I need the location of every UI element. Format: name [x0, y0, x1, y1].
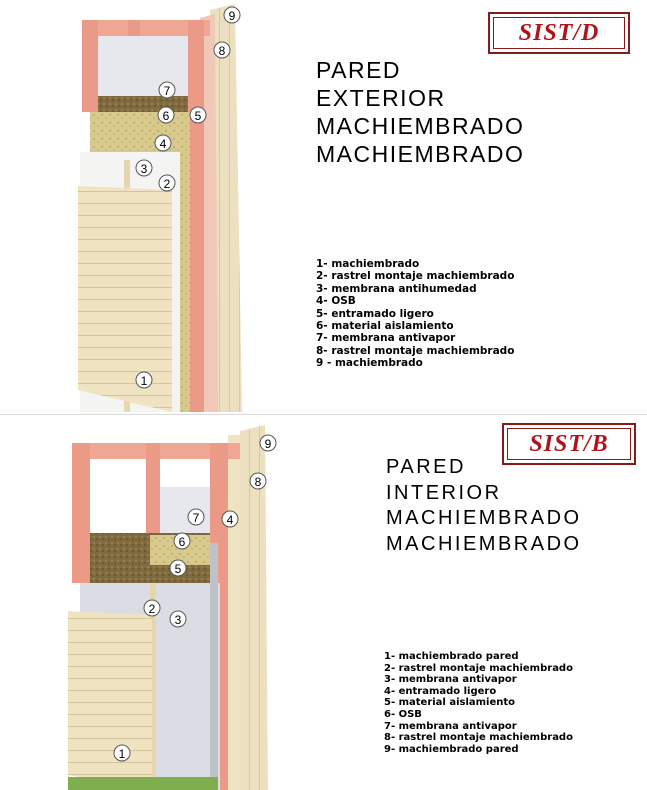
svg-text:2: 2: [163, 177, 171, 191]
callout-7: [188, 509, 204, 525]
svg-text:5: 5: [174, 562, 182, 576]
svg-text:9: 9: [228, 9, 236, 23]
svg-text:7: 7: [192, 511, 200, 525]
svg-text:1: 1: [118, 747, 126, 761]
legend-item: 8- rastrel montaje machiembrado: [316, 344, 515, 357]
svg-text:9: 9: [264, 437, 272, 451]
legend-item: 8- rastrel montaje machiembrado: [384, 732, 573, 744]
legend-item: 1- machiembrado: [316, 258, 420, 270]
callout-6: [174, 533, 190, 549]
svg-text:5: 5: [194, 109, 202, 123]
legend-item: 3- membrana antivapor: [384, 674, 517, 686]
legend-item: 4- entramado ligero: [384, 685, 497, 697]
panel-title: PARED EXTERIOR MACHIEMBRADO MACHIEMBRADO: [316, 57, 525, 167]
callout-3: [136, 160, 152, 176]
svg-text:1: 1: [140, 374, 148, 388]
callout-1: [114, 745, 130, 761]
legend-item: 6- OSB: [384, 708, 422, 720]
layer-1-cladding: [78, 186, 172, 412]
svg-text:2: 2: [148, 602, 156, 616]
panel-title: PARED INTERIOR MACHIEMBRADO MACHIEMBRADO: [386, 456, 582, 555]
brand-logo: SIST/D: [488, 12, 630, 54]
layer-8-batten: [228, 435, 240, 790]
service-duct: [210, 543, 218, 790]
callout-5: [170, 560, 186, 576]
layer-legend: [384, 651, 573, 755]
callout-9: [224, 7, 240, 23]
callout-4: [155, 135, 171, 151]
callout-4: [222, 511, 238, 527]
legend-item: 5- entramado ligero: [316, 307, 434, 320]
legend-item: 7- membrana antivapor: [384, 720, 517, 732]
svg-text:6: 6: [162, 109, 170, 123]
callout-2: [144, 600, 160, 616]
svg-text:3: 3: [140, 162, 148, 176]
legend-item: 6- material aislamiento: [316, 320, 454, 333]
legend-item: 3- membrana antihumedad: [316, 282, 477, 295]
layer-1-cladding: [68, 611, 152, 790]
svg-text:4: 4: [226, 513, 234, 527]
layer-4-frame-left: [72, 443, 90, 583]
legend-item: 2- rastrel montaje machiembrado: [384, 662, 573, 674]
layer-5-frame-right: [188, 20, 204, 412]
callout-1: [136, 372, 152, 388]
callout-7: [159, 82, 175, 98]
callout-8: [250, 473, 266, 489]
callout-3: [170, 611, 186, 627]
svg-text:3: 3: [174, 613, 182, 627]
svg-text:6: 6: [178, 535, 186, 549]
svg-text:7: 7: [163, 84, 171, 98]
legend-item: 9- machiembrado pared: [384, 743, 519, 755]
legend-item: 5- material aislamiento: [384, 697, 516, 709]
wall-panel-interior: [0, 414, 647, 790]
svg-text:8: 8: [218, 44, 226, 58]
legend-item: 1- machiembrado pared: [384, 651, 519, 662]
interior-wall-layers-illustration: [50, 415, 350, 790]
callout-5: [190, 107, 206, 123]
legend-item: 9 - machiembrado: [316, 357, 423, 370]
callout-8: [214, 42, 230, 58]
callout-6: [158, 107, 174, 123]
svg-text:8: 8: [254, 475, 262, 489]
callout-2: [159, 175, 175, 191]
exterior-wall-layers-illustration: [60, 0, 360, 412]
floor-strip: [68, 777, 218, 790]
legend-item: 4- OSB: [316, 295, 356, 308]
callout-9: [260, 435, 276, 451]
svg-text:4: 4: [159, 137, 167, 151]
legend-item: 2- rastrel montaje machiembrado: [316, 270, 515, 283]
legend-item: 7- membrana antivapor: [316, 332, 456, 345]
layer-legend: [316, 258, 514, 370]
layer-5-frame-left: [82, 20, 98, 112]
brand-logo: SIST/B: [502, 423, 636, 465]
